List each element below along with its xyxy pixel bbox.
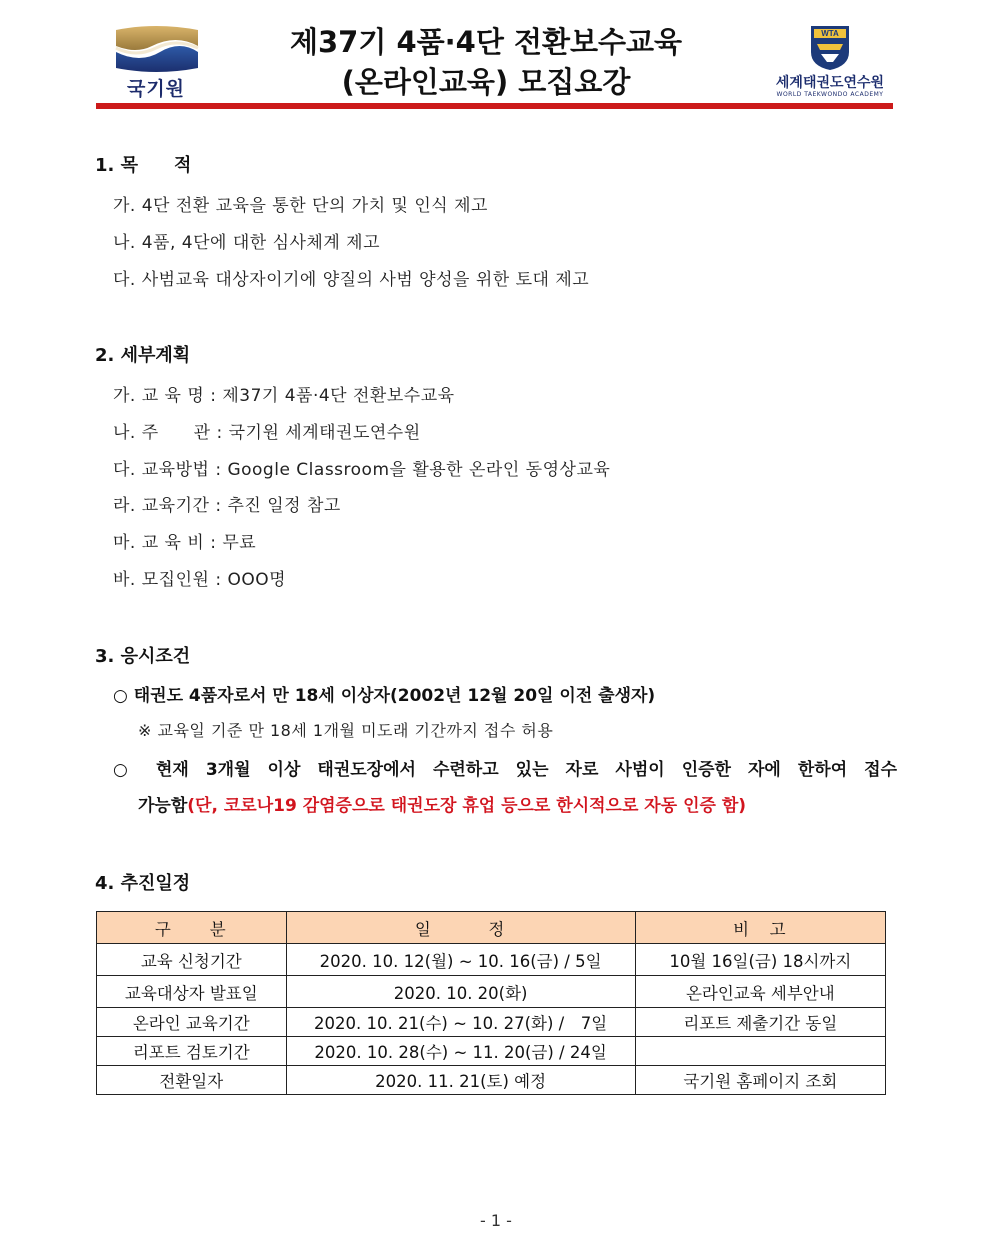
table-cell: 교육대상자 발표일 [97, 976, 287, 1008]
section-2-item: 라. 교육기간 : 추진 일정 참고 [113, 496, 341, 516]
schedule-table [96, 911, 886, 1095]
table-cell: 교육 신청기간 [97, 944, 287, 976]
table-cell: 2020. 10. 12(월) ~ 10. 16(금) / 5일 [286, 944, 635, 976]
table-cell: 10월 16일(금) 18시까지 [635, 944, 885, 976]
table-row [97, 976, 886, 1008]
column-header: 일 정 [286, 912, 635, 944]
section-2-heading: 2. 세부계획 [95, 345, 191, 366]
kukkiwon-logo-text: 국기원 [126, 78, 186, 100]
condition-note: ※ 교육일 기준 만 18세 1개월 미도래 기간까지 접수 허용 [138, 721, 554, 740]
table-cell: 국기원 홈페이지 조회 [635, 1066, 885, 1095]
kukkiwon-logo [106, 24, 206, 104]
table-cell: 2020. 10. 21(수) ~ 10. 27(화) / 7일 [286, 1008, 635, 1037]
table-cell: 온라인 교육기간 [97, 1008, 287, 1037]
condition-bullet-1: ○ 태권도 4품자로서 만 18세 이상자(2002년 12월 20일 이전 출생자) [113, 686, 656, 706]
wta-logo-name: 세계태권도연수원 [775, 75, 885, 91]
document-header [96, 22, 893, 110]
wta-logo-subtitle: WORLD TAEKWONDO ACADEMY [776, 91, 884, 98]
table-cell [635, 1037, 885, 1066]
section-1-heading: 1. 목 적 [95, 155, 192, 176]
table-header-row [97, 912, 886, 944]
column-header: 비 고 [635, 912, 885, 944]
section-2-item: 다. 교육방법 : Google Classroom을 활용한 온라인 동영상교육 [113, 460, 611, 480]
section-2-item: 바. 모집인원 : OOO명 [113, 570, 287, 590]
condition-text: 가능함 [138, 796, 188, 816]
section-1-item: 다. 사범교육 대상자이기에 양질의 사범 양성을 위한 토대 제고 [113, 270, 590, 290]
page-number: - 1 - [480, 1211, 512, 1230]
wta-logo [767, 22, 893, 102]
section-1-item: 가. 4단 전환 교육을 통한 단의 가치 및 인식 제고 [113, 196, 488, 216]
table-cell: 2020. 10. 20(화) [286, 976, 635, 1008]
table-row [97, 1037, 886, 1066]
column-header: 구 분 [97, 912, 287, 944]
table-cell: 2020. 11. 21(토) 예정 [286, 1066, 635, 1095]
table-row [97, 1066, 886, 1095]
condition-bullet-2: ○ 현재 3개월 이상 태권도장에서 수련하고 있는 자로 사범이 인증한 자에 한하여 접수 [113, 760, 897, 780]
table-cell: 2020. 10. 28(수) ~ 11. 20(금) / 24일 [286, 1037, 635, 1066]
covid-exception-text: (단, 코로나19 감염증으로 태권도장 휴업 등으로 한시적으로 자동 인증 함) [187, 796, 747, 816]
section-2-item: 나. 주 관 : 국기원 세계태권도연수원 [113, 423, 421, 443]
table-row [97, 944, 886, 976]
table-cell: 온라인교육 세부안내 [635, 976, 885, 1008]
table-row [97, 1008, 886, 1037]
condition-bullet-2-continued [138, 791, 746, 816]
wta-emblem-icon [767, 22, 893, 72]
wta-badge-text: WTA [821, 29, 839, 38]
title-line-1: 제37기 4품·4단 전환보수교육 [289, 25, 683, 59]
document-title [216, 22, 756, 102]
section-4-heading: 4. 추진일정 [95, 873, 191, 894]
table-cell: 리포트 제출기간 동일 [635, 1008, 885, 1037]
title-line-2: (온라인교육) 모집요강 [341, 65, 631, 99]
table-cell: 전환일자 [97, 1066, 287, 1095]
header-divider [96, 103, 893, 109]
section-3-heading: 3. 응시조건 [95, 646, 191, 667]
table-cell: 리포트 검토기간 [97, 1037, 287, 1066]
section-1-item: 나. 4품, 4단에 대한 심사체계 제고 [113, 233, 381, 253]
section-2-item: 가. 교 육 명 : 제37기 4품·4단 전환보수교육 [113, 386, 455, 406]
section-2-item: 마. 교 육 비 : 무료 [113, 533, 257, 553]
kukkiwon-emblem-icon [106, 24, 206, 74]
